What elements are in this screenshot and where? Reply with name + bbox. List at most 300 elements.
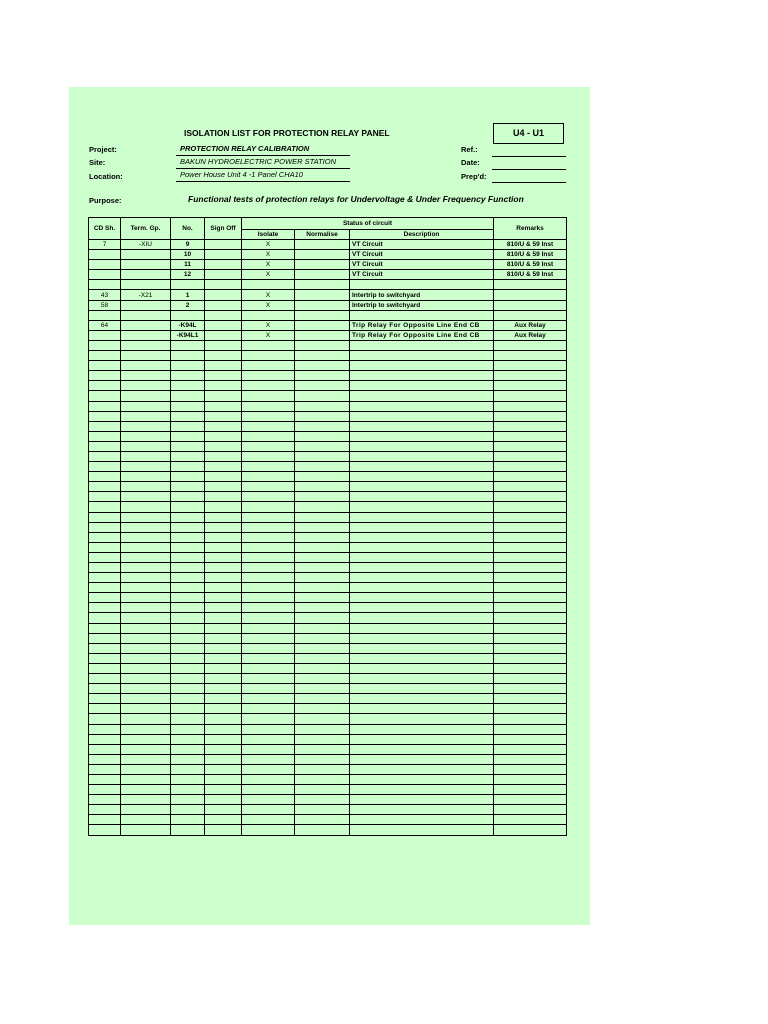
empty-cell: [205, 573, 242, 583]
header-description: Description: [350, 230, 494, 240]
empty-cell: [205, 462, 242, 472]
cell-cd: [89, 310, 121, 320]
empty-cell: [350, 573, 494, 583]
empty-cell: [205, 724, 242, 734]
empty-cell: [242, 613, 295, 623]
empty-cell: [494, 805, 567, 815]
empty-cell: [295, 744, 350, 754]
empty-cell: [295, 492, 350, 502]
empty-cell: [171, 734, 205, 744]
empty-cell: [89, 381, 121, 391]
empty-cell: [350, 441, 494, 451]
empty-row: [89, 744, 567, 754]
empty-cell: [494, 744, 567, 754]
empty-cell: [350, 815, 494, 825]
empty-cell: [494, 563, 567, 573]
empty-cell: [89, 391, 121, 401]
cell-norm: [295, 290, 350, 300]
empty-cell: [242, 704, 295, 714]
empty-cell: [242, 754, 295, 764]
empty-row: [89, 563, 567, 573]
cell-iso: X: [242, 330, 295, 340]
empty-cell: [242, 421, 295, 431]
empty-cell: [295, 502, 350, 512]
empty-cell: [242, 522, 295, 532]
empty-row: [89, 603, 567, 613]
date-label: Date:: [461, 158, 480, 167]
empty-cell: [89, 512, 121, 522]
empty-cell: [494, 421, 567, 431]
empty-row: [89, 351, 567, 361]
empty-cell: [494, 785, 567, 795]
cell-no: [171, 310, 205, 320]
empty-cell: [295, 714, 350, 724]
empty-cell: [350, 744, 494, 754]
empty-cell: [494, 633, 567, 643]
empty-cell: [494, 815, 567, 825]
empty-cell: [205, 674, 242, 684]
cell-no: -K94L: [171, 320, 205, 330]
cell-iso: X: [242, 270, 295, 280]
empty-cell: [171, 462, 205, 472]
empty-cell: [242, 674, 295, 684]
empty-cell: [295, 603, 350, 613]
empty-cell: [121, 381, 171, 391]
empty-cell: [494, 603, 567, 613]
empty-cell: [171, 502, 205, 512]
empty-cell: [295, 674, 350, 684]
empty-cell: [171, 613, 205, 623]
empty-cell: [295, 371, 350, 381]
cell-cd: [89, 330, 121, 340]
empty-cell: [89, 785, 121, 795]
empty-cell: [205, 795, 242, 805]
empty-cell: [121, 633, 171, 643]
empty-cell: [121, 573, 171, 583]
empty-cell: [242, 431, 295, 441]
purpose-value: Functional tests of protection relays for Undervoltage & Under Frequency Function: [188, 194, 524, 204]
empty-cell: [205, 391, 242, 401]
empty-cell: [171, 371, 205, 381]
empty-cell: [350, 774, 494, 784]
empty-cell: [121, 502, 171, 512]
empty-cell: [121, 391, 171, 401]
empty-cell: [171, 552, 205, 562]
empty-cell: [121, 724, 171, 734]
empty-cell: [242, 401, 295, 411]
empty-cell: [205, 825, 242, 835]
empty-row: [89, 502, 567, 512]
empty-cell: [242, 785, 295, 795]
empty-cell: [205, 451, 242, 461]
empty-row: [89, 754, 567, 764]
empty-cell: [121, 623, 171, 633]
empty-cell: [242, 371, 295, 381]
empty-row: [89, 492, 567, 502]
cell-sign: [205, 260, 242, 270]
empty-cell: [242, 361, 295, 371]
cell-term: [121, 270, 171, 280]
empty-cell: [121, 694, 171, 704]
cell-desc: VT Circuit: [350, 260, 494, 270]
empty-cell: [171, 633, 205, 643]
empty-cell: [171, 805, 205, 815]
empty-cell: [121, 340, 171, 350]
empty-row: [89, 512, 567, 522]
table-row: [89, 330, 567, 340]
purpose-label: Purpose:: [89, 196, 122, 205]
empty-cell: [205, 563, 242, 573]
cell-rem: [494, 310, 567, 320]
empty-cell: [494, 643, 567, 653]
empty-row: [89, 815, 567, 825]
empty-cell: [89, 623, 121, 633]
empty-cell: [295, 381, 350, 391]
empty-cell: [494, 542, 567, 552]
empty-cell: [350, 805, 494, 815]
empty-cell: [171, 482, 205, 492]
empty-row: [89, 542, 567, 552]
empty-cell: [295, 795, 350, 805]
empty-cell: [295, 633, 350, 643]
empty-cell: [494, 361, 567, 371]
empty-cell: [121, 613, 171, 623]
empty-cell: [121, 462, 171, 472]
empty-cell: [121, 785, 171, 795]
empty-cell: [350, 401, 494, 411]
empty-cell: [121, 361, 171, 371]
site-value: BAKUN HYDROELECTRIC POWER STATION: [180, 157, 336, 166]
site-underline: [176, 168, 350, 169]
empty-cell: [121, 552, 171, 562]
empty-cell: [205, 754, 242, 764]
empty-cell: [350, 391, 494, 401]
empty-cell: [242, 512, 295, 522]
empty-cell: [89, 663, 121, 673]
empty-cell: [242, 795, 295, 805]
cell-no: -K94L1: [171, 330, 205, 340]
empty-row: [89, 583, 567, 593]
empty-cell: [89, 371, 121, 381]
empty-row: [89, 774, 567, 784]
empty-cell: [171, 381, 205, 391]
empty-row: [89, 462, 567, 472]
table-row: [89, 320, 567, 330]
empty-cell: [494, 795, 567, 805]
empty-row: [89, 643, 567, 653]
empty-cell: [171, 361, 205, 371]
ref-label: Ref.:: [461, 145, 478, 154]
empty-cell: [350, 623, 494, 633]
empty-cell: [295, 684, 350, 694]
empty-cell: [494, 371, 567, 381]
empty-cell: [494, 583, 567, 593]
header-isolate: Isolate: [242, 230, 295, 240]
empty-cell: [171, 451, 205, 461]
cell-rem: 810/U & 59 Inst: [494, 240, 567, 250]
empty-cell: [494, 623, 567, 633]
empty-cell: [295, 593, 350, 603]
empty-cell: [242, 482, 295, 492]
table-row: [89, 260, 567, 270]
cell-term: [121, 260, 171, 270]
cell-sign: [205, 280, 242, 290]
empty-cell: [121, 653, 171, 663]
empty-cell: [242, 340, 295, 350]
empty-cell: [171, 825, 205, 835]
cell-cd: [89, 250, 121, 260]
empty-cell: [89, 754, 121, 764]
cell-rem: Aux Relay: [494, 320, 567, 330]
empty-cell: [242, 825, 295, 835]
cell-norm: [295, 260, 350, 270]
empty-cell: [350, 411, 494, 421]
cell-no: 1: [171, 290, 205, 300]
cell-desc: [350, 310, 494, 320]
empty-cell: [295, 391, 350, 401]
empty-cell: [205, 361, 242, 371]
cell-iso: [242, 310, 295, 320]
date-underline: [492, 169, 566, 170]
empty-cell: [494, 472, 567, 482]
empty-cell: [242, 542, 295, 552]
empty-cell: [350, 593, 494, 603]
empty-cell: [295, 825, 350, 835]
empty-cell: [121, 563, 171, 573]
empty-row: [89, 371, 567, 381]
empty-row: [89, 451, 567, 461]
empty-cell: [494, 512, 567, 522]
empty-row: [89, 623, 567, 633]
empty-cell: [121, 512, 171, 522]
empty-cell: [171, 472, 205, 482]
empty-cell: [89, 774, 121, 784]
empty-cell: [242, 381, 295, 391]
empty-cell: [89, 613, 121, 623]
empty-cell: [171, 603, 205, 613]
empty-cell: [121, 734, 171, 744]
header-normalise: Normalise: [295, 230, 350, 240]
project-value: PROTECTION RELAY CALIBRATION: [180, 144, 310, 153]
cell-term: [121, 280, 171, 290]
empty-cell: [89, 744, 121, 754]
empty-row: [89, 663, 567, 673]
empty-row: [89, 532, 567, 542]
empty-cell: [89, 724, 121, 734]
empty-cell: [242, 573, 295, 583]
empty-row: [89, 391, 567, 401]
empty-cell: [295, 643, 350, 653]
empty-row: [89, 694, 567, 704]
table-row: [89, 310, 567, 320]
empty-cell: [242, 805, 295, 815]
empty-cell: [121, 401, 171, 411]
empty-cell: [171, 340, 205, 350]
cell-iso: X: [242, 290, 295, 300]
cell-iso: [242, 280, 295, 290]
empty-cell: [121, 643, 171, 653]
empty-cell: [350, 340, 494, 350]
empty-cell: [350, 472, 494, 482]
empty-cell: [295, 704, 350, 714]
empty-cell: [171, 522, 205, 532]
empty-cell: [89, 764, 121, 774]
empty-cell: [171, 431, 205, 441]
empty-cell: [494, 502, 567, 512]
empty-cell: [295, 522, 350, 532]
empty-cell: [121, 714, 171, 724]
empty-row: [89, 724, 567, 734]
cell-iso: X: [242, 260, 295, 270]
empty-cell: [350, 754, 494, 764]
cell-term: [121, 250, 171, 260]
empty-cell: [350, 643, 494, 653]
empty-cell: [89, 492, 121, 502]
empty-cell: [89, 815, 121, 825]
empty-cell: [350, 552, 494, 562]
empty-cell: [121, 764, 171, 774]
empty-cell: [89, 563, 121, 573]
empty-cell: [242, 462, 295, 472]
empty-cell: [295, 764, 350, 774]
cell-no: 9: [171, 240, 205, 250]
cell-sign: [205, 300, 242, 310]
empty-cell: [242, 472, 295, 482]
empty-cell: [350, 451, 494, 461]
empty-cell: [295, 563, 350, 573]
cell-no: [171, 280, 205, 290]
empty-cell: [494, 573, 567, 583]
empty-cell: [350, 542, 494, 552]
empty-cell: [205, 482, 242, 492]
empty-cell: [205, 714, 242, 724]
empty-cell: [121, 704, 171, 714]
prepd-underline: [492, 182, 566, 183]
empty-cell: [89, 573, 121, 583]
empty-cell: [205, 371, 242, 381]
cell-norm: [295, 310, 350, 320]
empty-cell: [242, 411, 295, 421]
empty-cell: [121, 754, 171, 764]
empty-cell: [89, 593, 121, 603]
cell-rem: [494, 300, 567, 310]
cell-norm: [295, 300, 350, 310]
cell-term: [121, 310, 171, 320]
empty-cell: [89, 694, 121, 704]
cell-iso: X: [242, 250, 295, 260]
empty-cell: [171, 411, 205, 421]
header-status-of-circuit: Status of circuit: [242, 218, 494, 230]
cell-desc: [350, 280, 494, 290]
empty-cell: [350, 603, 494, 613]
empty-cell: [242, 502, 295, 512]
empty-cell: [205, 431, 242, 441]
empty-cell: [350, 734, 494, 744]
cell-term: -XIU: [121, 240, 171, 250]
empty-cell: [89, 411, 121, 421]
empty-cell: [494, 492, 567, 502]
empty-row: [89, 674, 567, 684]
empty-cell: [121, 795, 171, 805]
empty-cell: [121, 684, 171, 694]
unit-code-box: U4 - U1: [493, 123, 564, 144]
empty-cell: [350, 825, 494, 835]
cell-desc: VT Circuit: [350, 240, 494, 250]
empty-cell: [171, 694, 205, 704]
cell-cd: 64: [89, 320, 121, 330]
cell-sign: [205, 290, 242, 300]
empty-cell: [171, 573, 205, 583]
page-title: ISOLATION LIST FOR PROTECTION RELAY PANEL: [184, 128, 390, 138]
empty-row: [89, 441, 567, 451]
empty-cell: [89, 633, 121, 643]
empty-cell: [89, 482, 121, 492]
cell-rem: 810/U & 59 Inst: [494, 250, 567, 260]
empty-cell: [295, 340, 350, 350]
empty-cell: [89, 502, 121, 512]
empty-cell: [494, 351, 567, 361]
empty-cell: [205, 805, 242, 815]
cell-rem: [494, 280, 567, 290]
empty-cell: [89, 653, 121, 663]
table-body: [89, 240, 567, 836]
empty-row: [89, 593, 567, 603]
empty-cell: [494, 764, 567, 774]
empty-cell: [350, 674, 494, 684]
cell-norm: [295, 270, 350, 280]
empty-cell: [89, 472, 121, 482]
empty-cell: [89, 734, 121, 744]
empty-cell: [89, 401, 121, 411]
empty-cell: [494, 593, 567, 603]
empty-cell: [295, 583, 350, 593]
empty-cell: [89, 583, 121, 593]
cell-cd: 7: [89, 240, 121, 250]
empty-cell: [205, 512, 242, 522]
empty-cell: [205, 815, 242, 825]
empty-cell: [295, 663, 350, 673]
empty-cell: [171, 512, 205, 522]
empty-cell: [350, 522, 494, 532]
cell-norm: [295, 240, 350, 250]
empty-row: [89, 431, 567, 441]
empty-cell: [205, 603, 242, 613]
empty-cell: [205, 704, 242, 714]
table-row: [89, 250, 567, 260]
empty-cell: [205, 411, 242, 421]
empty-cell: [494, 825, 567, 835]
empty-cell: [494, 714, 567, 724]
empty-cell: [242, 734, 295, 744]
empty-cell: [171, 774, 205, 784]
empty-row: [89, 573, 567, 583]
empty-cell: [89, 825, 121, 835]
empty-cell: [494, 532, 567, 542]
cell-rem: Aux Relay: [494, 330, 567, 340]
empty-row: [89, 704, 567, 714]
empty-cell: [242, 694, 295, 704]
empty-cell: [295, 724, 350, 734]
empty-cell: [350, 704, 494, 714]
empty-cell: [242, 492, 295, 502]
empty-cell: [494, 724, 567, 734]
cell-sign: [205, 310, 242, 320]
cell-desc: Intertrip to switchyard: [350, 290, 494, 300]
empty-row: [89, 613, 567, 623]
empty-cell: [121, 603, 171, 613]
empty-cell: [89, 684, 121, 694]
empty-cell: [350, 371, 494, 381]
